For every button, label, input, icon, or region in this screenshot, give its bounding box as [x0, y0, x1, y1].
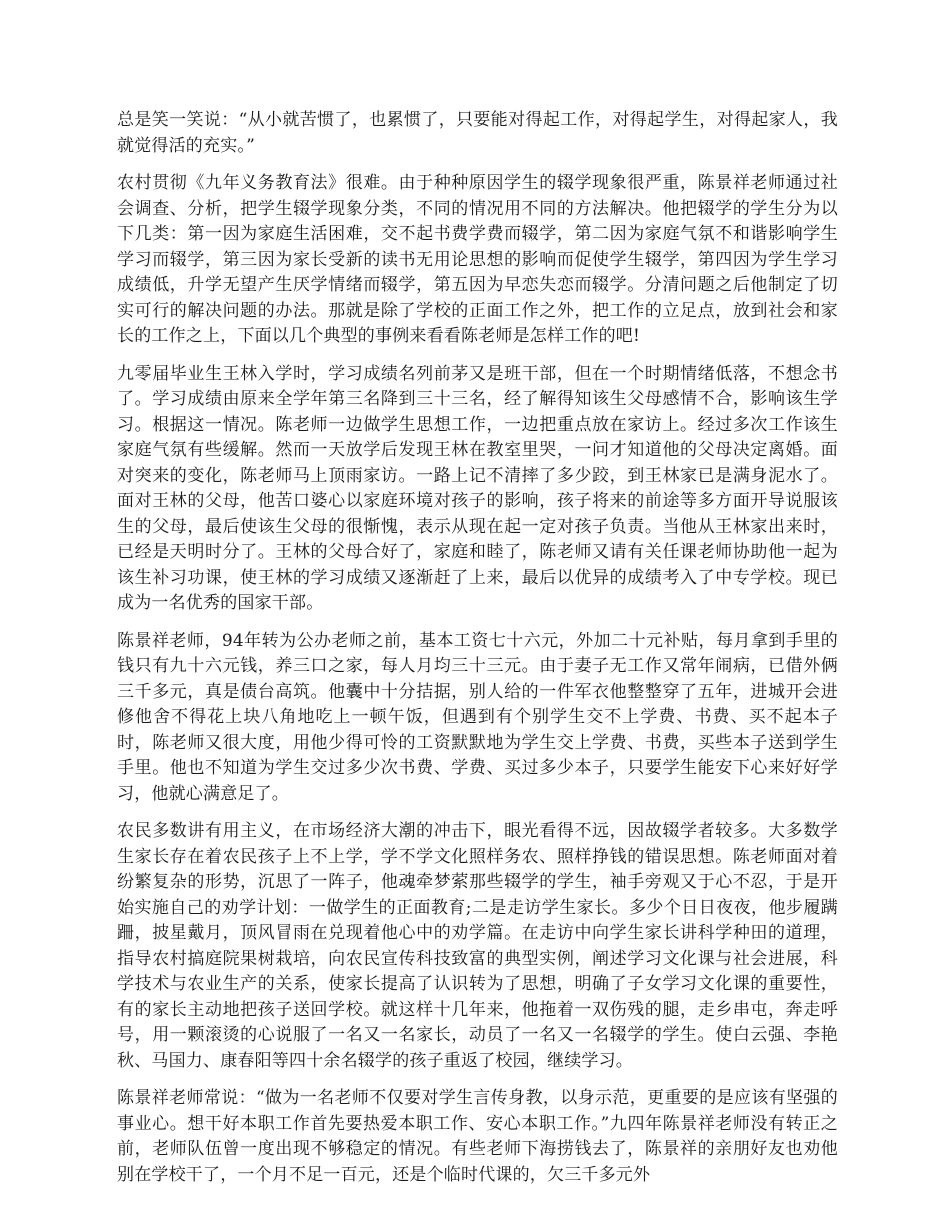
paragraph: 陈景祥老师常说：“做为一名老师不仅要对学生言传身教，以身示范，更重要的是应该有坚强的事业心。想干好本职工作首先要热爱本职工作、安心本职工作。”九四年陈景祥老师没有转正之前，老师队伍曾一度出现不够稳定的情况。有些老师下海捞钱去了，陈景祥的亲朋好友也劝他别在学校干了，一个月不足一百元，还是个临时代课的，欠三千多元外: [117, 1088, 838, 1185]
paragraph: 总是笑一笑说：“从小就苦惯了，也累惯了，只要能对得起工作，对得起学生，对得起家人，我就觉得活的充实。”: [117, 110, 838, 156]
paragraph: 农民多数讲有用主义，在市场经济大潮的冲击下，眼光看得不远，因故辍学者较多。大多数学生家长存在着农民孩子上不上学，学不学文化照样务农、照样挣钱的错误思想。陈老师面对着纷繁复杂的形势，沉思了一阵子，他魂牵梦萦那些辍学的学生，袖手旁观又于心不忍，于是开始实施自己的劝学计划：一做学生的正面教育;二是走访学生家长。多少个日日夜夜，他步履蹒跚，披星戴月，顶风冒雨在兑现着他心中的劝学篇。在走访中向学生家长讲科学种田的道理，指导农村搞庭院果树栽培，向农民宣传科技致富的典型实例，阐述学习文化课与社会进展，科学技术与农业生产的关系，使家长提高了认识转为了思想，明确了子女学习文化课的重要性，有的家长主动地把孩子送回学校。就这样十几年来，他拖着一双伤残的腿，走乡串屯，奔走呼号，用一颗滚烫的心说服了一名又一名家长，动员了一名又一名辍学的学生。使白云强、李艳秋、马国力、康春阳等四十余名辍学的孩子重返了校园，继续学习。: [117, 821, 838, 1071]
paragraph: 九零届毕业生王林入学时，学习成绩名列前茅又是班干部，但在一个时期情绪低落，不想念书了。学习成绩由原来全学年第三名降到三十三名，经了解得知该生父母感情不合，影响该生学习。根据这一情况。陈老师一边做学生思想工作，一边把重点放在家访上。经过多次工作该生家庭气氛有些缓解。然而一天放学后发现王林在教室里哭，一问才知道他的父母决定离婚。面对突来的变化，陈老师马上顶雨家访。一路上记不清摔了多少跤，到王林家已是满身泥水了。面对王林的父母，他苦口婆心以家庭环境对孩子的影响，孩子将来的前途等多方面开导说服该生的父母，最后使该生父母的很惭愧，表示从现在起一定对孩子负责。当他从王林家出来时，已经是天明时分了。王林的父母合好了，家庭和睦了，陈老师又请有关任课老师协助他一起为该生补习功课，使王林的学习成绩又逐渐赶了上来，最后以优异的成绩考入了中专学校。现已成为一名优秀的国家干部。: [117, 363, 838, 613]
paragraph: 农村贯彻《九年义务教育法》很难。由于种种原因学生的辍学现象很严重，陈景祥老师通过社会调查、分析，把学生辍学现象分类，不同的情况用不同的方法解决。他把辍学的学生分为以下几类：第一因为家庭生活困难，交不起书费学费而辍学，第二因为家庭气氛不和谐影响学生学习而辍学，第三因为家长受新的读书无用论思想的影响而促使学生辍学，第四因为学生学习成绩低，升学无望产生厌学情绪而辍学，第五因为早恋失恋而辍学。分清问题之后他制定了切实可行的解决问题的办法。那就是除了学校的正面工作之外，把工作的立足点，放到社会和家长的工作之上，下面以几个典型的事例来看看陈老师是怎样工作的吧!: [117, 173, 838, 346]
paragraph: 陈景祥老师，94年转为公办老师之前，基本工资七十六元，外加二十元补贴，每月拿到手里的钱只有九十六元钱，养三口之家，每人月均三十三元。由于妻子无工作又常年闹病，已借外俩三千多元，真是债台高筑。他囊中十分拮据，别人给的一件军衣他整整穿了五年，进城开会进修他舍不得花上块八角地吃上一顿午饭，但遇到有个别学生交不上学费、书费、买不起本子时，陈老师又很大度，用他少得可怜的工资默默地为学生交上学费、书费，买些本子送到学生手里。他也不知道为学生交过多少次书费、学费、买过多少本子，只要学生能安下心来好好学习，他就心满意足了。: [117, 630, 838, 804]
